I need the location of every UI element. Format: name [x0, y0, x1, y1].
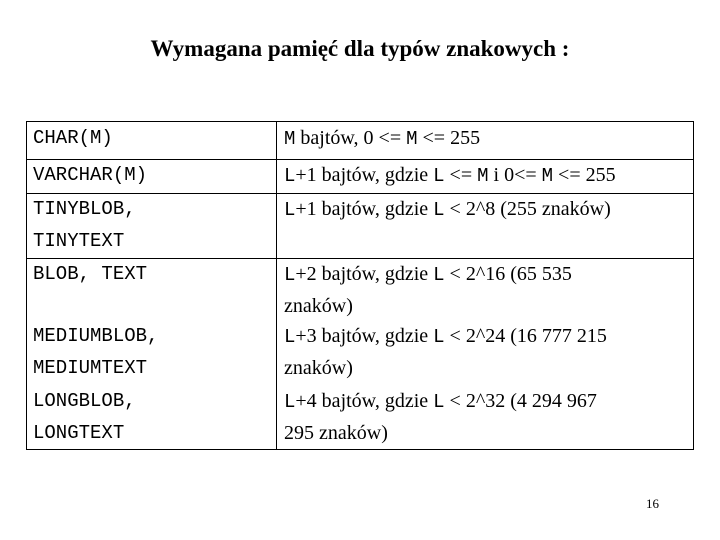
- variable-name: L: [433, 264, 445, 286]
- variable-name: L: [433, 391, 445, 413]
- description-text: +3 bajtów, gdzie: [295, 325, 434, 347]
- page-number: 16: [646, 496, 659, 511]
- storage-description: [284, 122, 480, 155]
- description-text: < 2^32 (4 294 967: [444, 390, 597, 412]
- description-text: < 2^16 (65 535: [444, 263, 572, 285]
- type-cell: LONGBLOB,: [33, 390, 136, 412]
- storage-description: [284, 290, 353, 322]
- storage-description: [284, 417, 388, 449]
- variable-name: L: [433, 326, 445, 348]
- variable-name: M: [284, 128, 296, 150]
- variable-name: L: [433, 165, 445, 187]
- type-cell: TINYBLOB,: [33, 198, 136, 220]
- variable-name: L: [284, 199, 296, 221]
- description-text: < 2^8 (255 znaków): [444, 198, 611, 220]
- type-cell: MEDIUMBLOB,: [33, 325, 159, 347]
- variable-name: M: [406, 128, 418, 150]
- type-cell: LONGTEXT: [33, 422, 125, 444]
- variable-name: L: [433, 199, 445, 221]
- description-text: <=: [444, 164, 478, 186]
- description-text: znaków): [284, 295, 353, 317]
- description-text: +1 bajtów, gdzie: [295, 198, 434, 220]
- description-text: <= 255: [417, 127, 481, 149]
- description-text: <= 255: [553, 164, 616, 186]
- variable-name: M: [477, 165, 489, 187]
- page-title: Wymagana pamięć dla typów znakowych :: [150, 36, 570, 61]
- storage-description: [284, 385, 597, 418]
- description-text: znaków): [284, 357, 353, 379]
- description-text: bajtów, 0 <=: [295, 127, 407, 149]
- type-cell: CHAR(M): [33, 127, 113, 149]
- storage-table: [26, 121, 694, 450]
- variable-name: L: [284, 165, 296, 187]
- column-divider: [276, 122, 277, 449]
- storage-description: [284, 193, 611, 226]
- variable-name: L: [284, 264, 296, 286]
- storage-description: [284, 159, 616, 192]
- description-text: 295 znaków): [284, 422, 388, 444]
- description-text: +4 bajtów, gdzie: [295, 390, 434, 412]
- variable-name: L: [284, 391, 296, 413]
- description-text: +2 bajtów, gdzie: [295, 263, 434, 285]
- variable-name: L: [284, 326, 296, 348]
- storage-description: [284, 320, 607, 353]
- type-cell: TINYTEXT: [33, 230, 125, 252]
- description-text: +1 bajtów, gdzie: [295, 164, 434, 186]
- description-text: < 2^24 (16 777 215: [444, 325, 607, 347]
- storage-description: [284, 352, 353, 384]
- type-cell: BLOB, TEXT: [33, 263, 148, 285]
- storage-description: [284, 258, 572, 291]
- type-cell: MEDIUMTEXT: [33, 357, 148, 379]
- variable-name: M: [541, 165, 554, 187]
- description-text: i 0<=: [488, 164, 542, 186]
- type-cell: VARCHAR(M): [33, 164, 148, 186]
